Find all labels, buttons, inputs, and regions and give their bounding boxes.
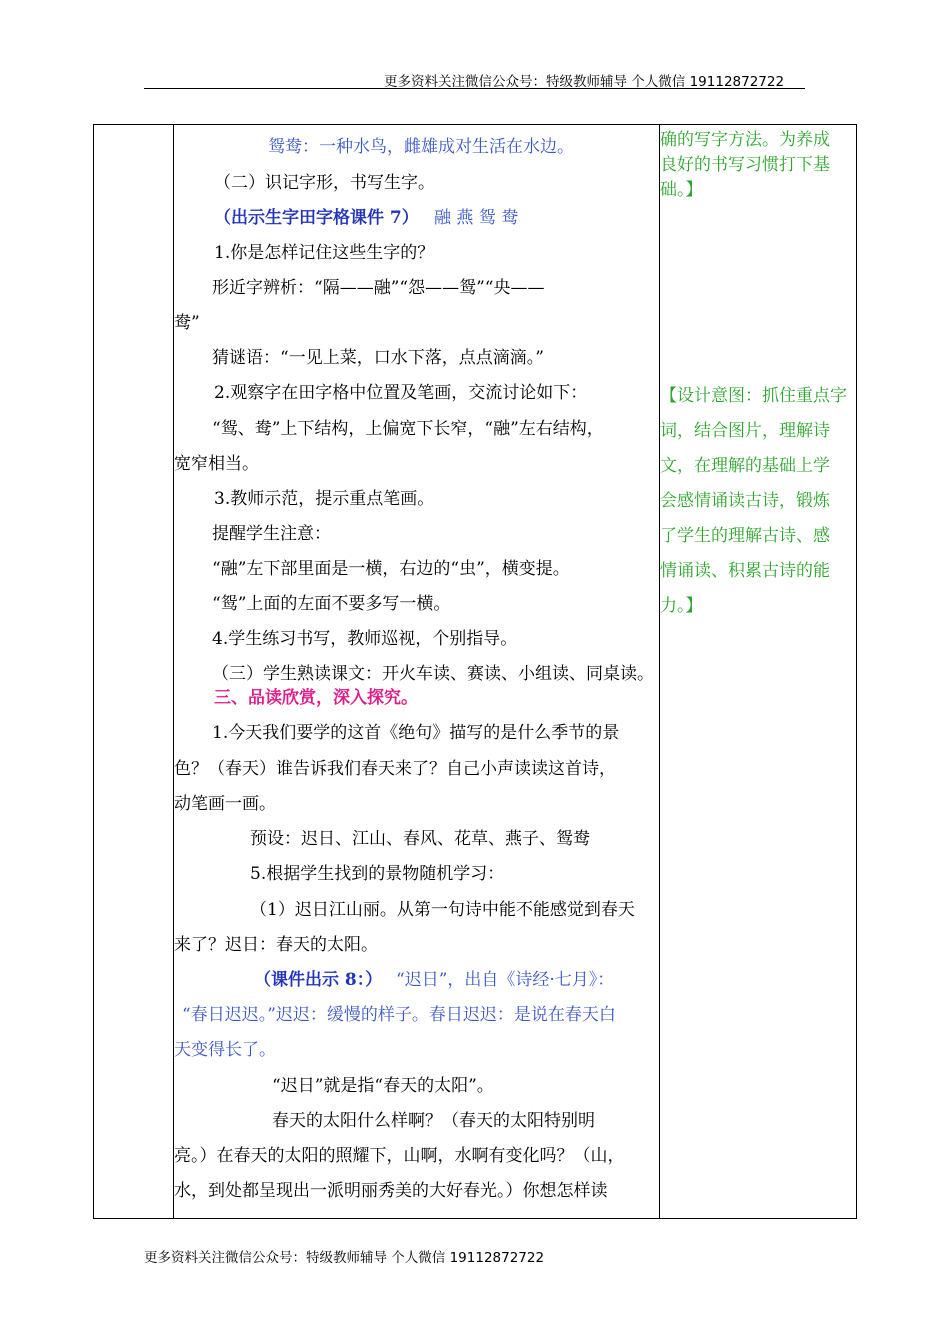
text-line: （1）迟日江山丽。从第一句诗中能不能感觉到春天	[250, 900, 635, 920]
text-line: 猜谜语：“一见上菜，口水下落，点点滴滴。”	[212, 348, 544, 368]
text-line: “鸳”上面的左面不要多写一横。	[212, 594, 451, 614]
text-line: 预设：迟日、江山、春风、花草、燕子、鸳鸯	[250, 829, 590, 849]
text-line: “融”左下部里面是一横，右边的“虫”，横变提。	[212, 559, 570, 579]
note-line: 确的写字方法。为养成	[660, 130, 830, 150]
table-column-divider	[659, 125, 660, 1218]
text-line: 宽窄相当。	[174, 454, 259, 474]
note-line: 词，结合图片，理解诗	[660, 421, 830, 441]
courseware-label: （出示生字田字格课件 7）	[214, 208, 419, 228]
text-line: （三）学生熟读课文：开火车读、赛读、小组读、同桌读。	[212, 664, 654, 684]
text-line: 4.学生练习书写，教师巡视，个别指导。	[212, 629, 518, 649]
note-line: 良好的书写习惯打下基	[660, 155, 830, 175]
text-line: 亮。）在春天的太阳的照耀下，山啊，水啊有变化吗？（山，	[174, 1146, 625, 1166]
section-heading: 三、品读欣赏，深入探究。	[214, 688, 418, 708]
text-line: 2.观察字在田字格中位置及笔画，交流讨论如下：	[214, 383, 588, 403]
note-line: 情诵读、积累古诗的能	[660, 561, 830, 581]
text-line: 动笔画一画。	[174, 794, 276, 814]
header-divider	[144, 88, 805, 89]
text-line: 1.你是怎样记住这些生字的？	[214, 243, 435, 263]
text-line: “春日迟迟。”迟迟：缓慢的样子。春日迟迟：是说在春天白	[182, 1005, 616, 1025]
text-line: 形近字辨析：“隔——融”“怨——鸳”“央——	[212, 278, 545, 298]
note-line: 础。】	[660, 180, 703, 200]
text-line: 天变得长了。	[174, 1040, 276, 1060]
note-line: 会感情诵读古诗，锻炼	[660, 491, 830, 511]
note-line: 了学生的理解古诗、感	[660, 526, 830, 546]
text-line: “鸳、鸯”上下结构，上偏宽下长窄，“融”左右结构，	[212, 419, 604, 439]
page-header: 更多资料关注微信公众号：特级教师辅导 个人微信 19112872722	[384, 74, 785, 90]
text-line: 春天的太阳什么样啊？（春天的太阳特别明	[272, 1111, 595, 1131]
page-footer: 更多资料关注微信公众号：特级教师辅导 个人微信 19112872722	[144, 1250, 545, 1266]
text-line: 来了？迟日：春天的太阳。	[174, 935, 378, 955]
text-line: 3.教师示范，提示重点笔画。	[214, 489, 435, 509]
text-line: 5.根据学生找到的景物随机学习：	[250, 864, 505, 884]
text-line: 水，到处都呈现出一派明丽秀美的大好春光。）你想怎样读	[174, 1181, 608, 1201]
text-line: “迟日”就是指“春天的太阳”。	[272, 1076, 494, 1096]
new-characters: 融 燕 鸳 鸯	[434, 208, 519, 228]
text-line: 1.今天我们要学的这首《绝句》描写的是什么季节的景	[212, 723, 620, 743]
text-line: 鸳鸯：一种水鸟，雌雄成对生活在水边。	[268, 137, 574, 157]
text-line: 色？（春天）谁告诉我们春天来了？自己小声读读这首诗，	[174, 759, 616, 779]
note-line: 文，在理解的基础上学	[660, 456, 830, 476]
courseware-label: （课件出示 8：）	[254, 970, 383, 990]
note-line: 力。】	[660, 596, 703, 616]
section-subheading: （二）识记字形，书写生字。	[214, 173, 435, 193]
text-line: “迟日”，出自《诗经·七月》：	[396, 970, 615, 990]
text-line: 鸯”	[174, 313, 200, 333]
note-line: 【设计意图：抓住重点字	[660, 386, 847, 406]
text-line: 提醒学生注意：	[212, 524, 331, 544]
